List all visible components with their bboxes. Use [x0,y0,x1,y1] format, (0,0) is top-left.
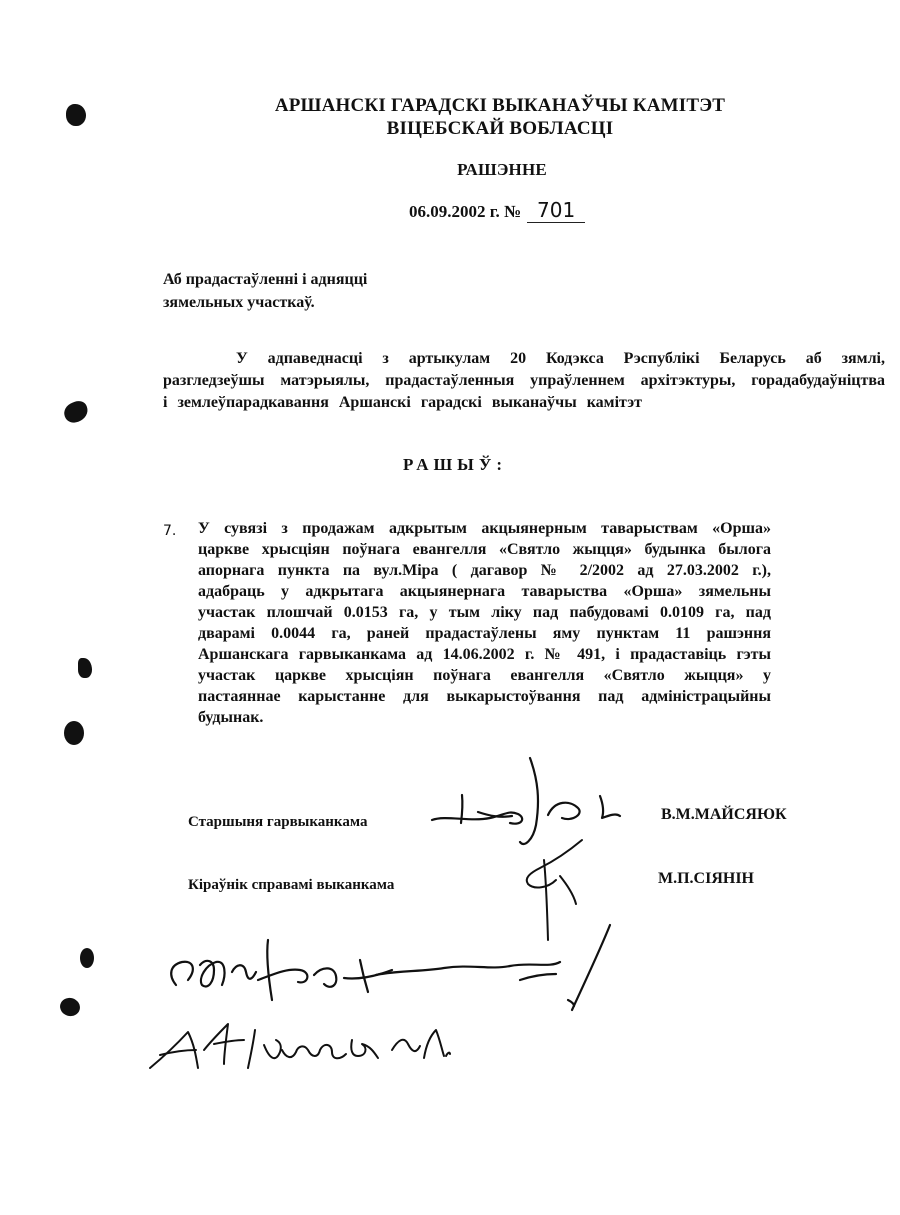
document-date: 06.09.2002 г. № [409,202,522,221]
item-line: царкве хрысціян поўнага евангелля «Святло жыцця» будынка былога [198,541,771,558]
item-line: дварамі 0.0044 га, раней прадастаўлены яму пунктам 11 рашэння [198,625,771,642]
handwritten-note [150,1024,450,1068]
chair-name: В.М.МАЙСЯЮК [661,806,787,823]
item-number: 7. [163,523,177,539]
preamble-line: У адпаведнасці з артыкулам 20 Кодэкса Рэспублікі Беларусь аб зямлі, [236,350,885,367]
subject-line: зямельных участкаў. [163,294,315,311]
subject-line: Аб прадастаўленні і адняцці [163,271,368,288]
item-line: апорнага пункта па вул.Міра ( дагавор № 2/2002 ад 27.03.2002 г.), [198,562,771,579]
item-line: адабраць у адкрытага акцыянернага таварыства «Орша» зямельны [198,583,771,600]
preamble-line: разгледзеўшы матэрыялы, прадастаўленныя упраўленнем архітэктуры, горадабудаўніцтва [163,372,885,389]
manager-signature [527,840,582,940]
document-type: РАШЭННЕ [457,160,547,179]
manager-label: Кіраўнік справамі выканкама [188,877,395,893]
organization-name: АРШАНСКІ ГАРАДСКІ ВЫКАНАЎЧЫ КАМІТЭТ [274,95,726,116]
item-line: участак царкве хрысціян поўнага евангелля «Святло жыцця» у [198,667,771,684]
organization-region: ВІЦЕБСКАЙ ВОБЛАСЦІ [386,118,614,139]
lower-signature [171,925,610,1010]
chair-label: Старшыня гарвыканкама [188,814,368,830]
item-line: пастаяннае карыстанне для выкарыстоўвання пад адміністрацыйны [198,688,771,705]
resolved-heading: РАШЫЎ: [403,455,507,474]
preamble-line: і землеўпарадкавання Аршанскі гарадскі выканаўчы камітэт [163,394,643,411]
manager-name: М.П.СІЯНІН [658,870,754,887]
chair-signature [432,758,620,844]
item-line: Аршанскага гарвыканкама ад 14.06.2002 г. № 491, і прадаставіць гэты [198,646,771,663]
item-line: У сувязі з продажам адкрытым акцыянерным таварыствам «Орша» [198,520,771,537]
document-number: 701 [527,198,585,223]
item-line: будынак. [198,709,264,726]
item-line: участак плошчай 0.0153 га, у тым ліку пад пабудовамі 0.0109 га, пад [198,604,771,621]
